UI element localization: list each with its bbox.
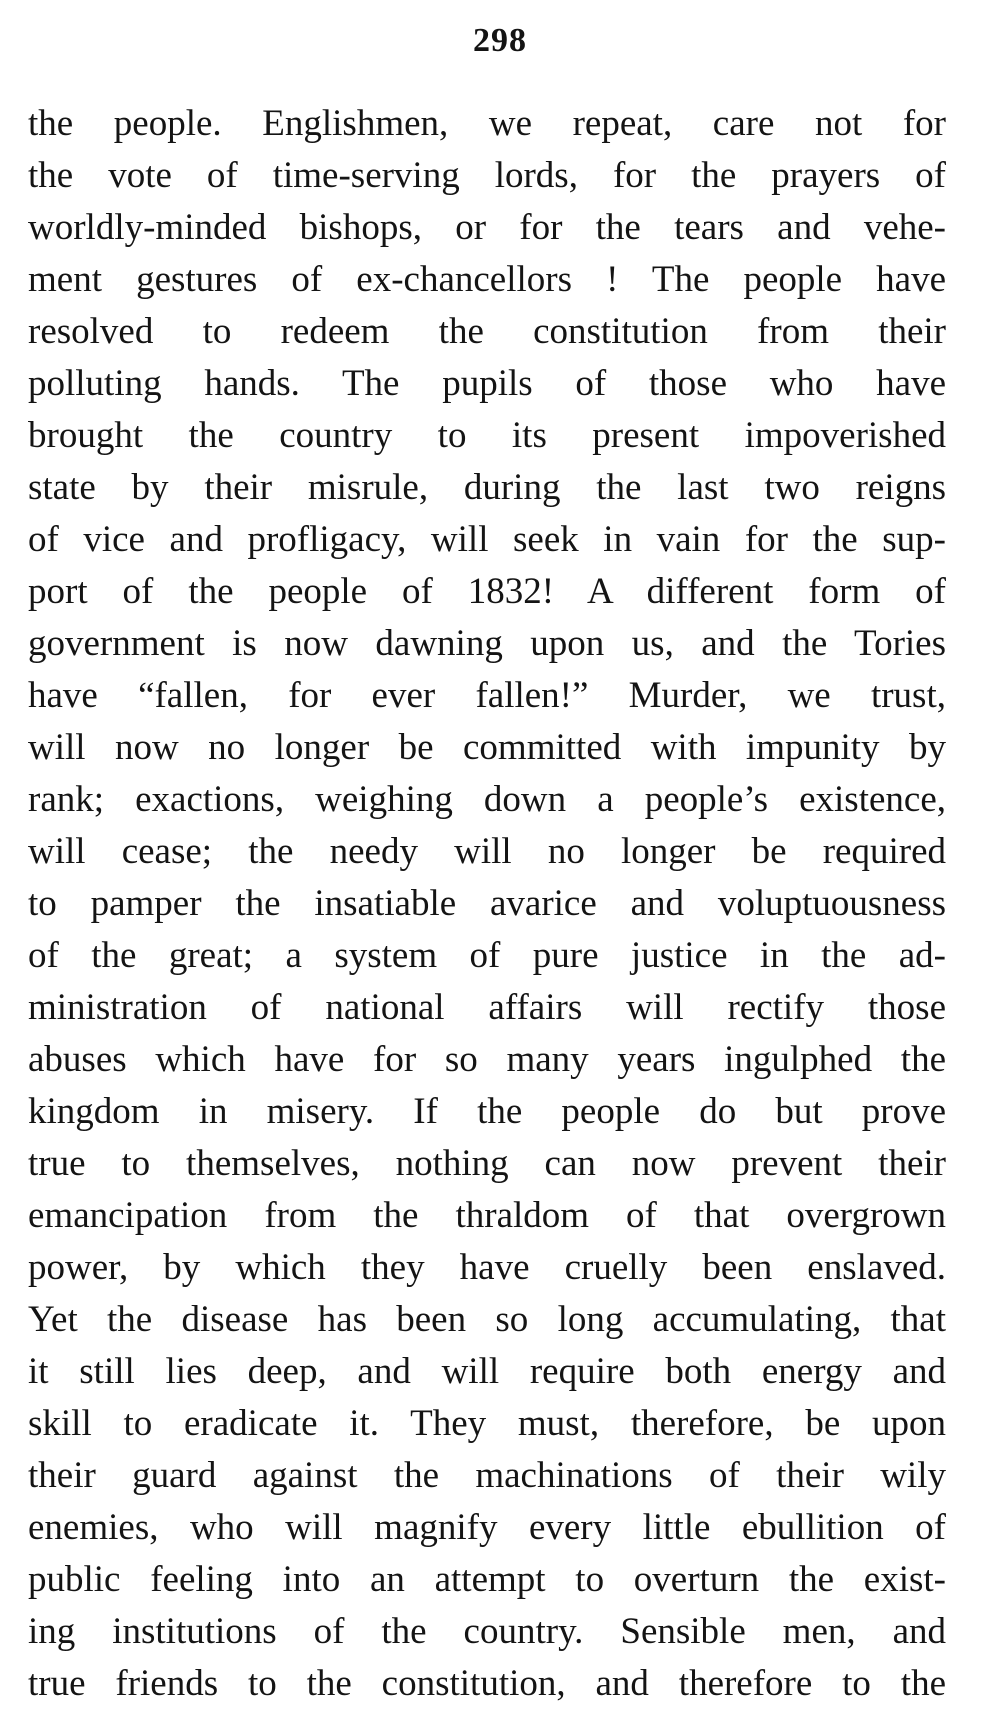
text-line-29: public feeling into an attempt to overturn the exist- [28,1559,946,1600]
text-line-11: government is now dawning upon us, and the Tories [28,623,946,664]
text-line-2: the vote of time-serving lords, for the prayers of [28,155,946,196]
text-line-8: state by their misrule, during the last two reigns [28,467,946,508]
text-line-16: to pamper the insatiable avarice and voluptuousness [28,883,946,924]
text-line-22: emancipation from the thraldom of that overgrown [28,1195,946,1236]
text-line-10: port of the people of 1832! A different form of [28,571,946,612]
text-line-25: it still lies deep, and will require both energy and [28,1351,946,1392]
text-line-21: true to themselves, nothing can now prevent their [28,1143,946,1184]
text-line-28: enemies, who will magnify every little ebullition of [28,1507,946,1548]
body-text [28,98,946,1710]
text-line-13: will now no longer be committed with impunity by [28,727,946,768]
text-line-15: will cease; the needy will no longer be required [28,831,946,872]
text-line-4: ment gestures of ex-chancellors ! The people have [28,259,946,300]
text-line-12: have “fallen, for ever fallen!” Murder, we trust, [28,675,946,716]
page-number: 298 [473,22,527,59]
text-line-3: worldly-minded bishops, or for the tears and vehe- [28,207,946,248]
text-line-6: polluting hands. The pupils of those who have [28,363,946,404]
text-line-14: rank; exactions, weighing down a people’s existence, [28,779,946,820]
text-line-5: resolved to redeem the constitution from their [28,311,946,352]
text-line-31: true friends to the constitution, and therefore to the [28,1663,946,1704]
text-line-7: brought the country to its present impoverished [28,415,946,456]
text-line-1: the people. Englishmen, we repeat, care not for [28,103,946,144]
text-line-20: kingdom in misery. If the people do but prove [28,1091,946,1132]
text-line-23: power, by which they have cruelly been enslaved. [28,1247,946,1288]
text-line-30: ing institutions of the country. Sensible men, and [28,1611,946,1652]
text-line-17: of the great; a system of pure justice in the ad- [28,935,946,976]
text-line-26: skill to eradicate it. They must, therefore, be upon [28,1403,946,1444]
text-line-27: their guard against the machinations of their wily [28,1455,946,1496]
text-line-9: of vice and profligacy, will seek in vain for the sup- [28,519,946,560]
text-line-19: abuses which have for so many years ingulphed the [28,1039,946,1080]
text-line-24: Yet the disease has been so long accumulating, that [28,1299,946,1340]
text-line-18: ministration of national affairs will rectify those [28,987,946,1028]
